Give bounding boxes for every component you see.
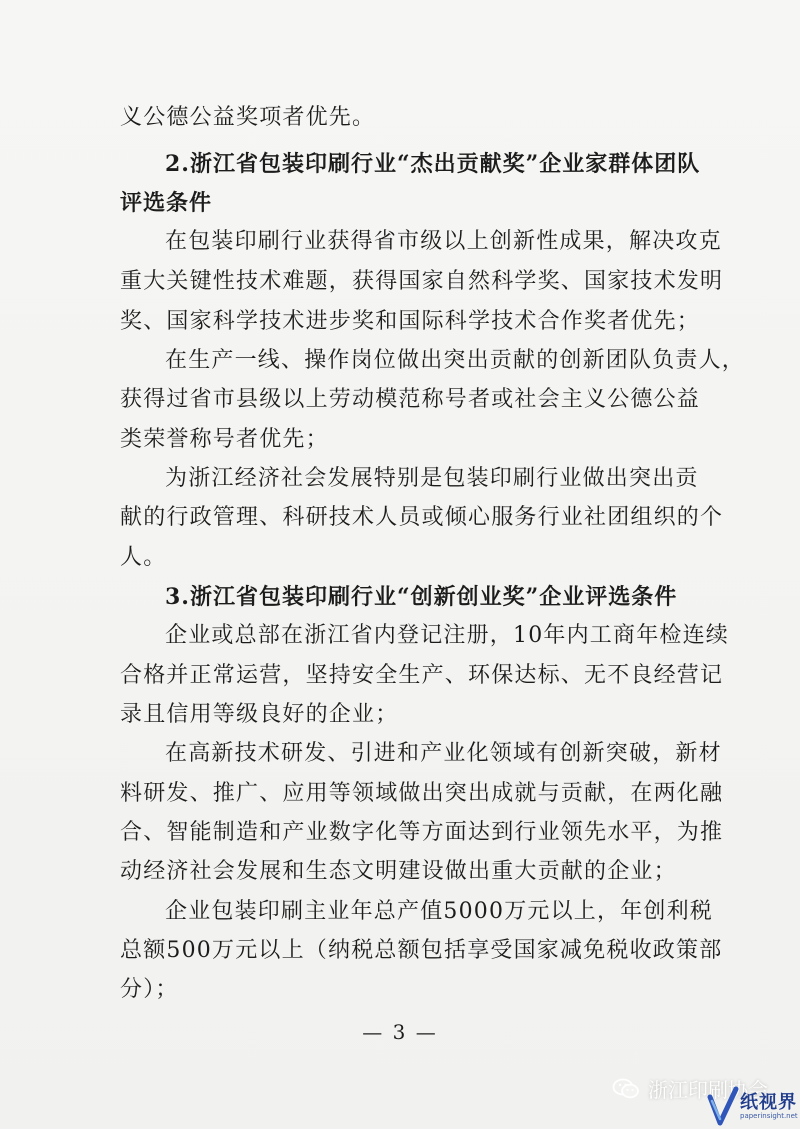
paragraph-line: 重大关键性技术难题，获得国家自然科学奖、国家技术发明: [120, 269, 724, 294]
page-number: — 3 —: [362, 1020, 438, 1044]
paragraph-line: 企业包装印刷主业年总产值5000万元以上，年创利税: [165, 899, 713, 924]
watermark-label: 浙江印刷协会: [648, 1078, 768, 1102]
paragraph-line: 献的行政管理、科研技术人员或倾心服务行业社团组织的个: [120, 505, 724, 530]
section-heading-line: 2.浙江省包装印刷行业“杰出贡献奖”企业家群体团队: [165, 151, 701, 177]
paragraph-line: 人。: [120, 545, 167, 570]
paragraph-line: 在生产一线、操作岗位做出突出贡献的创新团队负责人，: [165, 348, 746, 373]
paragraph-line: 企业或总部在浙江省内登记注册，10年内工商年检连续: [165, 623, 729, 648]
paragraph-line: 分）；: [120, 977, 179, 1002]
logo-name: 纸视界: [740, 1092, 797, 1113]
paragraph-line: 合、智能制造和产业数字化等方面达到行业领先水平，为推: [120, 820, 724, 845]
wechat-icon: [612, 1077, 640, 1101]
paragraph-line: 在包装印刷行业获得省市级以上创新性成果，解决攻克: [165, 229, 722, 254]
section-heading-line: 评选条件: [120, 190, 213, 216]
paragraph-line: 奖、国家科学技术进步奖和国际科学技术合作奖者优先；: [120, 309, 701, 334]
paragraph-line: 录且信用等级良好的企业；: [120, 702, 399, 727]
paragraph-line: 总额500万元以上（纳税总额包括享受国家减免税收政策部: [120, 938, 723, 963]
paragraph-line: 为浙江经济社会发展特别是包装印刷行业做出突出贡: [165, 466, 699, 491]
section-heading-line: 3.浙江省包装印刷行业“创新创业奖”企业评选条件: [165, 584, 678, 610]
paragraph-line: 料研发、推广、应用等领域做出突出成就与贡献，在两化融: [120, 781, 724, 806]
paragraph-line: 在高新技术研发、引进和产业化领域有创新突破，新材: [165, 741, 722, 766]
logo-url: paperinsight.net: [740, 1112, 798, 1120]
paragraph-line: 动经济社会发展和生态文明建设做出重大贡献的企业；: [120, 859, 677, 884]
paragraph-line: 获得过省市县级以上劳动模范称号者或社会主义公德公益: [120, 387, 701, 412]
paragraph-line: 义公德公益奖项者优先。: [120, 105, 376, 130]
paragraph-line: 合格并正常运营，坚持安全生产、环保达标、无不良经营记: [120, 663, 724, 688]
paragraph-line: 类荣誉称号者优先；: [120, 427, 329, 452]
